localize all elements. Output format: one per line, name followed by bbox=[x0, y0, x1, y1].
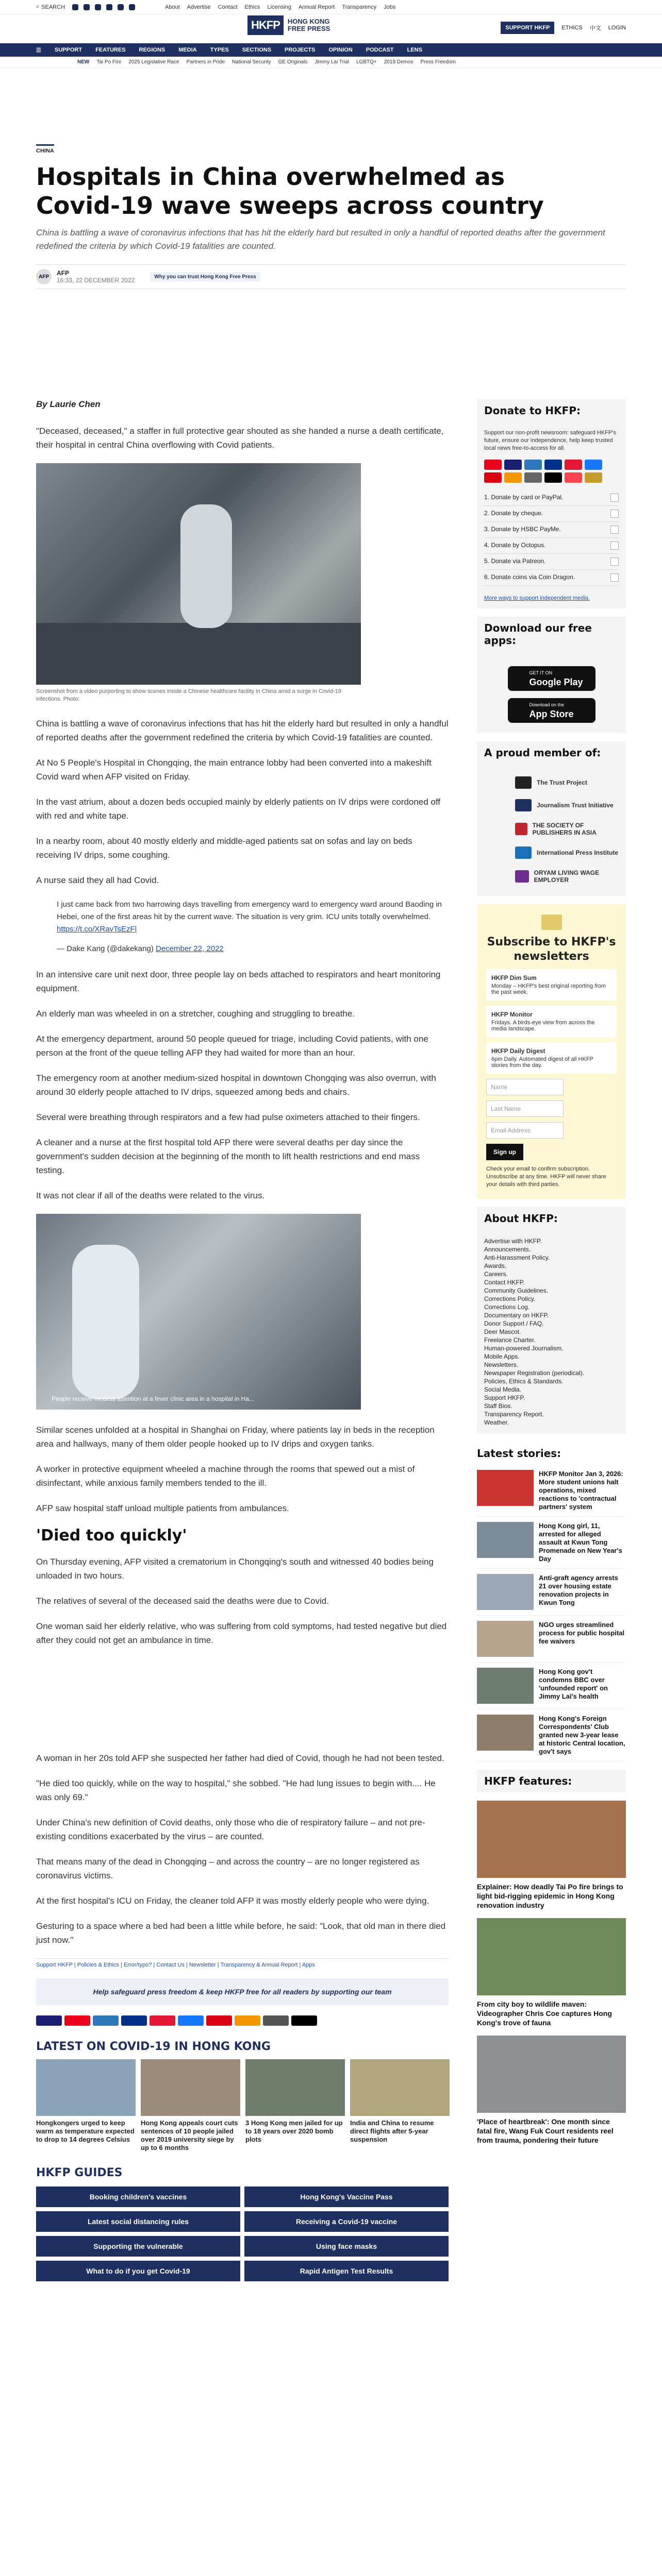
member-box bbox=[477, 764, 626, 896]
masthead bbox=[0, 14, 662, 43]
covid-story[interactable]: 3 Hong Kong men jailed for up to 18 years over 2020 bomb plots bbox=[245, 2059, 345, 2152]
latest-list bbox=[477, 1465, 626, 1761]
article-lede: China is battling a wave of coronavirus infections that has hit the elderly hard but resulted in only a handful of reported deaths after the government redefined the criteria by which Covid-19 fatalities are counted. bbox=[36, 228, 605, 251]
trend-item[interactable]: Press Freedom bbox=[420, 59, 456, 65]
about-link[interactable]: Deer Mascot. bbox=[484, 1328, 521, 1335]
telegram-icon[interactable] bbox=[129, 4, 135, 10]
option-icon bbox=[610, 510, 619, 518]
alipay-icon bbox=[178, 2015, 204, 2026]
support-hkfp-button[interactable]: SUPPORT HKFP bbox=[501, 22, 554, 34]
menu-icon[interactable]: ☰ bbox=[36, 47, 41, 54]
unionpay-icon bbox=[150, 2015, 175, 2026]
feature-story[interactable]: From city boy to wildlife maven: Videographer Chris Coe captures Hong Kong's trove of fauna bbox=[477, 1918, 626, 2027]
util-link[interactable]: Advertise bbox=[187, 4, 211, 10]
paragraph: A nurse said they all had Covid. bbox=[36, 875, 159, 885]
donate-option[interactable]: 6. Donate coins via Coin Dragon. bbox=[484, 570, 619, 586]
video-caption: People receive medical attention at a fever clinic area in a hospital in Ha... bbox=[52, 1395, 254, 1402]
google-play-button[interactable]: GET IT ON Google Play bbox=[508, 666, 595, 691]
paypal-icon bbox=[121, 2015, 147, 2026]
tweet-text: I just came back from two harrowing days travelling from emergency ward to emergency ward around Baoding in Hebei, one of the first areas hit by the current wave. The situation is very grim. ICU units totally overwhelmed. https://t.co/XRavTsEzFl bbox=[57, 900, 442, 934]
about-link[interactable]: Human-powered Journalism. bbox=[484, 1345, 564, 1352]
about-link[interactable]: Social Media. bbox=[484, 1386, 522, 1393]
option-icon bbox=[610, 573, 619, 582]
nav-item[interactable]: TYPES bbox=[210, 47, 229, 53]
util-link[interactable]: Transparency bbox=[342, 4, 377, 10]
linkedin-icon[interactable] bbox=[118, 4, 124, 10]
googlepay-icon bbox=[524, 472, 542, 483]
about-link[interactable]: Policies, Ethics & Standards. bbox=[484, 1378, 564, 1385]
newsletter-heading: Subscribe to HKFP's newsletters bbox=[487, 936, 616, 963]
apps-box bbox=[477, 652, 626, 733]
covid-latest-heading: LATEST ON COVID-19 IN HONG KONG bbox=[36, 2040, 271, 2053]
latest-story[interactable]: HKFP Monitor Jan 3, 2026: More student unions halt operations, mixed reactions to 'contractual partners' system bbox=[477, 1465, 626, 1517]
features-heading: HKFP features: bbox=[477, 1770, 626, 1792]
coin-icon bbox=[585, 472, 602, 483]
category-label[interactable]: CHINA bbox=[36, 144, 54, 154]
guide-button[interactable]: Rapid Antigen Test Results bbox=[244, 2261, 449, 2281]
utility-links bbox=[165, 4, 395, 10]
paragraph: One woman said her elderly relative, who was suffering from cold symptoms, had tested negative but died after they could not get an ambulance in time. bbox=[36, 1621, 447, 1645]
visa-icon bbox=[504, 460, 522, 470]
donate-box bbox=[477, 422, 626, 608]
patreon-icon bbox=[565, 472, 582, 483]
covid-latest-list bbox=[36, 2059, 449, 2152]
latest-story[interactable]: Hong Kong girl, 11, arrested for alleged assault at Kwun Tong Promenade on New Year's Day bbox=[477, 1517, 626, 1569]
search-label[interactable]: SEARCH bbox=[41, 4, 65, 10]
signup-button[interactable]: Sign up bbox=[486, 1144, 523, 1160]
mastercard-icon bbox=[64, 2015, 90, 2026]
facebook-icon[interactable] bbox=[72, 4, 78, 10]
about-link[interactable]: Awards. bbox=[484, 1262, 507, 1269]
latest-heading: Latest stories: bbox=[477, 1442, 626, 1465]
paypal-icon bbox=[544, 460, 562, 470]
about-link[interactable]: Community Guidelines. bbox=[484, 1287, 549, 1294]
sidebar bbox=[477, 399, 626, 2145]
paragraph: The emergency room at another medium-sized hospital in downtown Chongqing was also overrun, with around 30 elderly people attached to IV drips, squeezed among beds and chairs. bbox=[36, 1073, 436, 1097]
paragraph: AFP saw hospital staff unload multiple patients from ambulances. bbox=[36, 1503, 289, 1513]
applepay-icon bbox=[544, 472, 562, 483]
about-link[interactable]: Contact HKFP. bbox=[484, 1279, 525, 1286]
about-link[interactable]: Careers. bbox=[484, 1270, 508, 1278]
search-icon[interactable]: ⌕ bbox=[36, 4, 40, 10]
last-name-input[interactable]: Last Name bbox=[486, 1100, 564, 1117]
fever-clinic-photo bbox=[36, 1214, 361, 1410]
nav-item[interactable]: OPINION bbox=[328, 47, 353, 53]
paragraph: Similar scenes unfolded at a hospital in Shanghai on Friday, where patients lay in beds in the reception area and hallways, many of them older people hooked up to IV drips and oxygen tanks. bbox=[36, 1425, 435, 1449]
utility-bar bbox=[0, 0, 662, 14]
paragraph: At No 5 People's Hospital in Chongqing, the main entrance lobby had been converted into a makeshift Covid ward when AFP visited on Friday. bbox=[36, 758, 432, 782]
feature-story[interactable]: Explainer: How deadly Tai Po fire brings to light bid-rigging epidemic in Hong Kong renovation industry bbox=[477, 1801, 626, 1910]
trend-item[interactable]: National Security bbox=[232, 59, 271, 65]
amex-icon bbox=[93, 2015, 119, 2026]
trend-item[interactable]: GE Originals bbox=[278, 59, 308, 65]
guide-button[interactable]: What to do if you get Covid-19 bbox=[36, 2261, 240, 2281]
member-logo[interactable]: The Trust Project bbox=[484, 771, 619, 794]
newsletter-option[interactable]: HKFP Dim Sum Monday – HKFP's best original reporting from the past week. bbox=[486, 969, 617, 1001]
paragraph: China is battling a wave of coronavirus infections that has hit the elderly hard but resulted in only a handful of reported deaths after the government redefined the criteria by which Covid-19 fatalities are counted. bbox=[36, 719, 449, 742]
paragraph: In an intensive care unit next door, three people lay on beds attached to respirators and heart monitoring equipment. bbox=[36, 970, 441, 993]
nav-item[interactable]: FEATURES bbox=[95, 47, 126, 53]
option-icon bbox=[610, 557, 619, 566]
about-link[interactable]: Announcements. bbox=[484, 1246, 531, 1253]
latest-story[interactable]: Hong Kong's Foreign Correspondents' Club granted new 3-year lease at historic Central location, gov't says bbox=[477, 1709, 626, 1761]
paragraph: "He died too quickly, while on the way to hospital," she sobbed. "He had lung issues to begin with.... He was only 69." bbox=[36, 1778, 436, 1802]
paragraph: Under China's new definition of Covid deaths, only those who die of respiratory failure – and not pre-existing conditions exacerbated by the virus – are counted. bbox=[36, 1818, 425, 1841]
name-input[interactable]: Name bbox=[486, 1079, 564, 1095]
nav-item[interactable]: SECTIONS bbox=[242, 47, 272, 53]
youtube-icon[interactable] bbox=[106, 4, 112, 10]
instagram-icon[interactable] bbox=[95, 4, 101, 10]
newsletter-option[interactable]: HKFP Monitor Fridays. A birds-eye view from across the media landscape. bbox=[486, 1006, 617, 1037]
applepay-icon bbox=[291, 2015, 317, 2026]
trend-item[interactable]: Partners in Pride bbox=[186, 59, 225, 65]
util-link[interactable]: Annual Report bbox=[298, 4, 335, 10]
about-link[interactable]: Corrections Log. bbox=[484, 1303, 530, 1311]
guides-grid bbox=[36, 2187, 449, 2281]
payme-icon bbox=[484, 472, 502, 483]
nav-item[interactable]: LENS bbox=[407, 47, 422, 53]
payme-icon bbox=[206, 2015, 232, 2026]
trending-bar bbox=[0, 57, 662, 68]
guide-button[interactable]: Latest social distancing rules bbox=[36, 2211, 240, 2232]
hospital-photo bbox=[36, 463, 361, 685]
app-store-button[interactable]: Download on the App Store bbox=[508, 698, 595, 723]
article-header bbox=[36, 144, 626, 289]
guide-button[interactable]: Receiving a Covid-19 vaccine bbox=[244, 2211, 449, 2232]
latest-story[interactable]: Anti-graft agency arrests 21 over housing estate renovation projects in Kwun Tong bbox=[477, 1569, 626, 1616]
trend-item[interactable]: 2019 Demos bbox=[384, 59, 413, 65]
about-link[interactable]: Documentary on HKFP. bbox=[484, 1312, 549, 1319]
paragraph: In the vast atrium, about a dozen beds occupied mainly by elderly patients on IV drips were cordoned off with red and white tape. bbox=[36, 797, 441, 821]
newsletter-option[interactable]: HKFP Daily Digest 6pm Daily. Automated digest of all HKFP stories from the day. bbox=[486, 1042, 617, 1074]
more-ways-link[interactable]: More ways to support independent media. bbox=[484, 595, 590, 601]
payment-icons bbox=[36, 2015, 449, 2026]
paragraph: Gesturing to a space where a bed had been a little while before, he said: "Look, that old man in there died just now." bbox=[36, 1921, 446, 1945]
paragraph: A worker in protective equipment wheeled a machine through the rooms that spewed out a mist of disinfectant, while anxious family members tended to the ill. bbox=[36, 1464, 415, 1488]
apps-heading: Download our free apps: bbox=[477, 617, 626, 652]
member-heading: A proud member of: bbox=[477, 741, 626, 764]
ad-space bbox=[36, 1658, 449, 1751]
nav-item[interactable]: REGIONS bbox=[139, 47, 166, 53]
guides-heading: HKFP GUIDES bbox=[36, 2166, 123, 2179]
paragraph: It was not clear if all of the deaths were related to the virus. bbox=[36, 1191, 265, 1200]
byline-author[interactable]: AFP bbox=[57, 269, 69, 277]
newsletter-box bbox=[477, 904, 626, 1199]
lang-link[interactable]: 中文 bbox=[589, 25, 601, 31]
nav-item[interactable]: PODCAST bbox=[366, 47, 394, 53]
member-logo[interactable]: Journalism Trust Initiative bbox=[484, 794, 619, 817]
trending-label: NEW bbox=[77, 59, 90, 65]
site-logo[interactable]: HKFP HONG KONG FREE PRESS bbox=[247, 15, 330, 35]
donate-option[interactable]: 2. Donate by cheque. bbox=[484, 506, 619, 522]
embedded-tweet bbox=[36, 899, 449, 955]
util-link[interactable]: Contact bbox=[218, 4, 238, 10]
util-link[interactable]: Licensing bbox=[267, 4, 291, 10]
amex-icon bbox=[524, 460, 542, 470]
article-body bbox=[36, 399, 449, 2281]
page-title: Hospitals in China overwhelmed as Covid-19 wave sweeps across country bbox=[36, 163, 544, 219]
about-link[interactable]: Mobile Apps. bbox=[484, 1353, 520, 1360]
nav-item[interactable]: MEDIA bbox=[178, 47, 197, 53]
trend-item[interactable]: Tai Po Fire bbox=[96, 59, 122, 65]
member-logo[interactable]: ORYAM LIVING WAGE EMPLOYER bbox=[484, 864, 619, 889]
about-link[interactable]: Newsletters. bbox=[484, 1361, 519, 1368]
tweet-link[interactable]: https://t.co/XRavTsEzFl bbox=[57, 925, 137, 934]
guide-button[interactable]: Supporting the vulnerable bbox=[36, 2236, 240, 2257]
newsletter-note: Check your email to confirm subscription. Unsubscribe at any time. HKFP will never share your details with third parties. bbox=[486, 1166, 606, 1188]
support-banner[interactable]: Help safeguard press freedom & keep HKFP free for all readers by supporting our team bbox=[36, 1978, 449, 2005]
latest-story[interactable]: NGO urges streamlined process for public hospital fee waivers bbox=[477, 1616, 626, 1663]
trend-item[interactable]: 2025 Legislative Race bbox=[128, 59, 179, 65]
about-link[interactable]: Donor Support / FAQ. bbox=[484, 1320, 544, 1327]
about-link[interactable]: Transparency Report. bbox=[484, 1411, 544, 1418]
octopus-icon bbox=[235, 2015, 260, 2026]
tweet-date-link[interactable]: December 22, 2022 bbox=[156, 944, 224, 953]
paragraph: That means many of the dead in Chongqing – and across the country – are no longer registered as coronavirus victims. bbox=[36, 1857, 420, 1880]
ethics-link[interactable]: ETHICS bbox=[561, 25, 583, 31]
paragraph: At the first hospital's ICU on Friday, the cleaner told AFP it was mostly elderly people who were dying. bbox=[36, 1896, 429, 1906]
paragraph: Several were breathing through respirators and a few had pulse oximeters attached to their fingers. bbox=[36, 1112, 420, 1122]
about-links bbox=[477, 1230, 626, 1434]
tweet-author: — Dake Kang (@dakekang) December 22, 2022 bbox=[57, 944, 224, 953]
about-link[interactable]: Corrections Policy. bbox=[484, 1295, 536, 1302]
donate-text[interactable]: Support our non-profit newsroom: safeguard HKFP's future, ensure our independence, help keep trusted local news free-to-access for all. bbox=[484, 430, 616, 451]
paragraph: On Thursday evening, AFP visited a crematorium in Chongqing's south and witnessed 40 bodies being unloaded in two hours. bbox=[36, 1557, 434, 1581]
paragraph: A woman in her 20s told AFP she suspected her father had died of Covid, though he had not been tested. bbox=[36, 1753, 444, 1763]
mail-icon bbox=[541, 914, 562, 930]
about-link[interactable]: Advertise with HKFP. bbox=[484, 1238, 542, 1245]
donate-option[interactable]: 4. Donate by Octopus. bbox=[484, 538, 619, 554]
option-icon bbox=[610, 526, 619, 534]
main-nav bbox=[0, 43, 662, 57]
donate-payment-icons bbox=[484, 460, 619, 483]
byline bbox=[36, 264, 626, 289]
about-link[interactable]: Anti-Harassment Policy. bbox=[484, 1254, 550, 1261]
paragraph: At the emergency department, around 50 people queued for triage, including Covid patients, with one person at the front of the queue telling AFP they had waited for more than an hour. bbox=[36, 1034, 428, 1058]
feature-story[interactable]: 'Place of heartbreak': One month since fatal fire, Wang Fuk Court residents reel from trauma, pondering their future bbox=[477, 2036, 626, 2145]
footer-links[interactable]: Support HKFP | Policies & Ethics | Error/typo? | Contact Us | Newsletter | Transparency & Annual Report | Apps bbox=[36, 1958, 449, 1971]
about-heading: About HKFP: bbox=[477, 1207, 626, 1230]
donate-heading: Donate to HKFP: bbox=[477, 399, 626, 422]
guide-button[interactable]: Hong Kong's Vaccine Pass bbox=[244, 2187, 449, 2207]
nav-item[interactable]: PROJECTS bbox=[285, 47, 316, 53]
byline-date: 16:33, 22 DECEMBER 2022 bbox=[57, 277, 135, 284]
util-link[interactable]: Jobs bbox=[384, 4, 396, 10]
donate-option[interactable]: 1. Donate by card or PayPal. bbox=[484, 490, 619, 506]
util-link[interactable]: About bbox=[165, 4, 180, 10]
masthead-actions bbox=[501, 22, 626, 34]
guide-button[interactable]: Booking children's vaccines bbox=[36, 2187, 240, 2207]
photo-caption: Screenshot from a video purporting to show scenes inside a Chinese healthcare facility in China amid a surge in Covid-19 infections. Photo: bbox=[36, 688, 341, 702]
features-list bbox=[477, 1801, 626, 2145]
octopus-icon bbox=[504, 472, 522, 483]
covid-story[interactable]: India and China to resume direct flights after 5-year suspension bbox=[350, 2059, 450, 2152]
x-icon[interactable] bbox=[84, 4, 90, 10]
paragraph: A cleaner and a nurse at the first hospital told AFP there were several deaths per day since the government's sudden decision at the beginning of the month to lift health restrictions and end mass testing. bbox=[36, 1138, 420, 1175]
afp-avatar: AFP bbox=[36, 269, 52, 284]
visa-icon bbox=[36, 2015, 62, 2026]
covid-story[interactable]: Hongkongers urged to keep warm as temperature expected to drop to 14 degrees Celsius bbox=[36, 2059, 136, 2152]
donate-option[interactable]: 5. Donate via Patreon. bbox=[484, 554, 619, 570]
login-link[interactable]: LOGIN bbox=[608, 25, 626, 31]
about-link[interactable]: Staff Bios. bbox=[484, 1402, 512, 1410]
about-link[interactable]: Weather. bbox=[484, 1419, 509, 1426]
paragraph: In a nearby room, about 40 mostly elderly and middle-aged patients sat on sofas and lay on beds receiving IV drips, some coughing. bbox=[36, 836, 412, 860]
util-link[interactable]: Ethics bbox=[244, 4, 260, 10]
covid-story[interactable]: Hong Kong appeals court cuts sentences of 10 people jailed over 2019 university siege by up to 6 months bbox=[141, 2059, 240, 2152]
paragraph: "Deceased, deceased," a staffer in full protective gear shouted as she handed a nurse a death certificate, their hospital in central China overflowing with Covid patients. bbox=[36, 426, 444, 450]
member-logo[interactable]: International Press Institute bbox=[484, 841, 619, 864]
donate-option[interactable]: 3. Donate by HSBC PayMe. bbox=[484, 522, 619, 538]
latest-story[interactable]: Hong Kong gov't condemns BBC over 'unfounded report' on Jimmy Lai's health bbox=[477, 1663, 626, 1709]
about-link[interactable]: Newspaper Registration (periodical). bbox=[484, 1369, 585, 1377]
trend-item[interactable]: LGBTQ+ bbox=[356, 59, 377, 65]
trend-item[interactable]: Jimmy Lai Trial bbox=[315, 59, 349, 65]
nav-item[interactable]: SUPPORT bbox=[54, 47, 82, 53]
guide-button[interactable]: Using face masks bbox=[244, 2236, 449, 2257]
mastercard-icon bbox=[484, 460, 502, 470]
social-icons bbox=[72, 4, 135, 10]
paragraph: The relatives of several of the deceased said the deaths were due to Covid. bbox=[36, 1596, 329, 1606]
option-icon bbox=[610, 541, 619, 550]
trust-link[interactable]: Why you can trust Hong Kong Free Press bbox=[150, 272, 260, 282]
about-link[interactable]: Support HKFP. bbox=[484, 1394, 525, 1401]
email-input[interactable]: Email Address bbox=[486, 1122, 564, 1139]
member-logo[interactable]: THE SOCIETY OF PUBLISHERS IN ASIA bbox=[484, 817, 619, 841]
alipay-icon bbox=[585, 460, 602, 470]
googlepay-icon bbox=[263, 2015, 289, 2026]
option-icon bbox=[610, 494, 619, 502]
article-author: By Laurie Chen bbox=[36, 399, 101, 409]
unionpay-icon bbox=[565, 460, 582, 470]
about-link[interactable]: Freelance Charter. bbox=[484, 1336, 536, 1344]
paragraph: An elderly man was wheeled in on a stretcher, coughing and struggling to breathe. bbox=[36, 1009, 355, 1019]
section-heading: 'Died too quickly' bbox=[36, 1527, 187, 1545]
